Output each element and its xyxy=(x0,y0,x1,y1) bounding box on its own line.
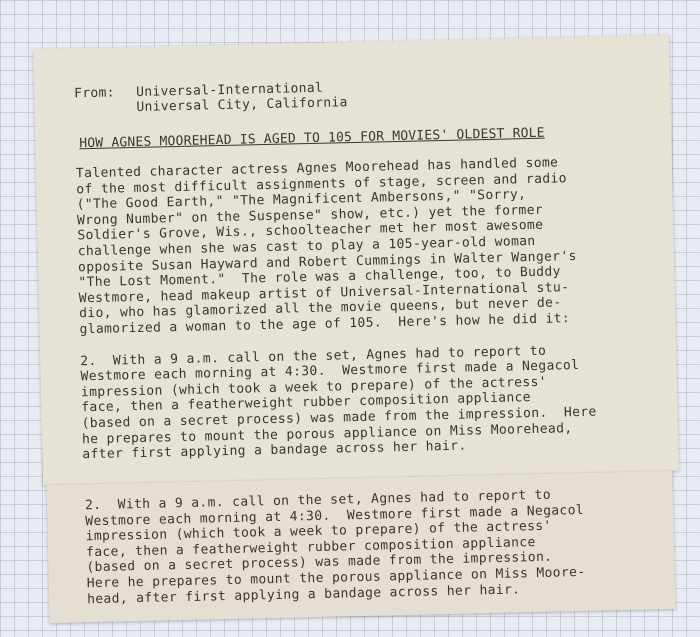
headline: HOW AGNES MOOREHEAD IS AGED TO 105 FOR MOVIES' OLDEST ROLE xyxy=(79,125,545,152)
intro-paragraph: Talented character actress Agnes Moorehead has handled some of the most difficult assignments of stage, screen and radio ("The Good Earth," "The Magnificent Ambersons," "Sorry, Wrong Number" on the Suspense" show, etc.) yet the former Soldier's Grove, Wis., schoolteacher met her most awesome challenge when she was cast to play a 105-year-old woman opposite Susan Hayward and Robert Cummings in Walter Wanger's "The Lost Moment." The role was a challenge, too, to Buddy Westmore, head makeup artist of Universal-International stu- dio, who has glamorized all the movie queens, but never de- glamorized a woman to the age of 105. Here's how he did it: xyxy=(75,155,577,338)
sender-address xyxy=(136,80,348,115)
caption-slip xyxy=(47,471,676,623)
from-label: From: xyxy=(73,85,115,102)
caption-slip-paragraph: 2. With a 9 a.m. call on the set, Agnes had to report to Westmore each morning at 4:30. Westmore first made a Negacol impression (which took a week to prepare) of the actress' face, then a featherweight rubber composition appliance (based on a secret process) was made from the impression. Here he prepares to mount the porous appliance on Miss Moore- head, after first applying a bandage across her hair. xyxy=(84,487,586,607)
press-release-sheet xyxy=(33,35,679,485)
letterhead xyxy=(74,73,647,116)
sender-city: Universal City, California xyxy=(136,95,348,115)
sender-name: Universal-International xyxy=(135,80,324,100)
caption-paragraph: 2. With a 9 a.m. call on the set, Agnes had to report to Westmore each morning at 4:30. Westmore first made a Negacol impression (which took a week to prepare) of the actress' face, then a featherweight rubber composition appliance (based on a secret process) was made from the impression. Here he prepares to mount the porous appliance on Miss Moorehead, after first applying a bandage across her hair. xyxy=(80,343,597,463)
